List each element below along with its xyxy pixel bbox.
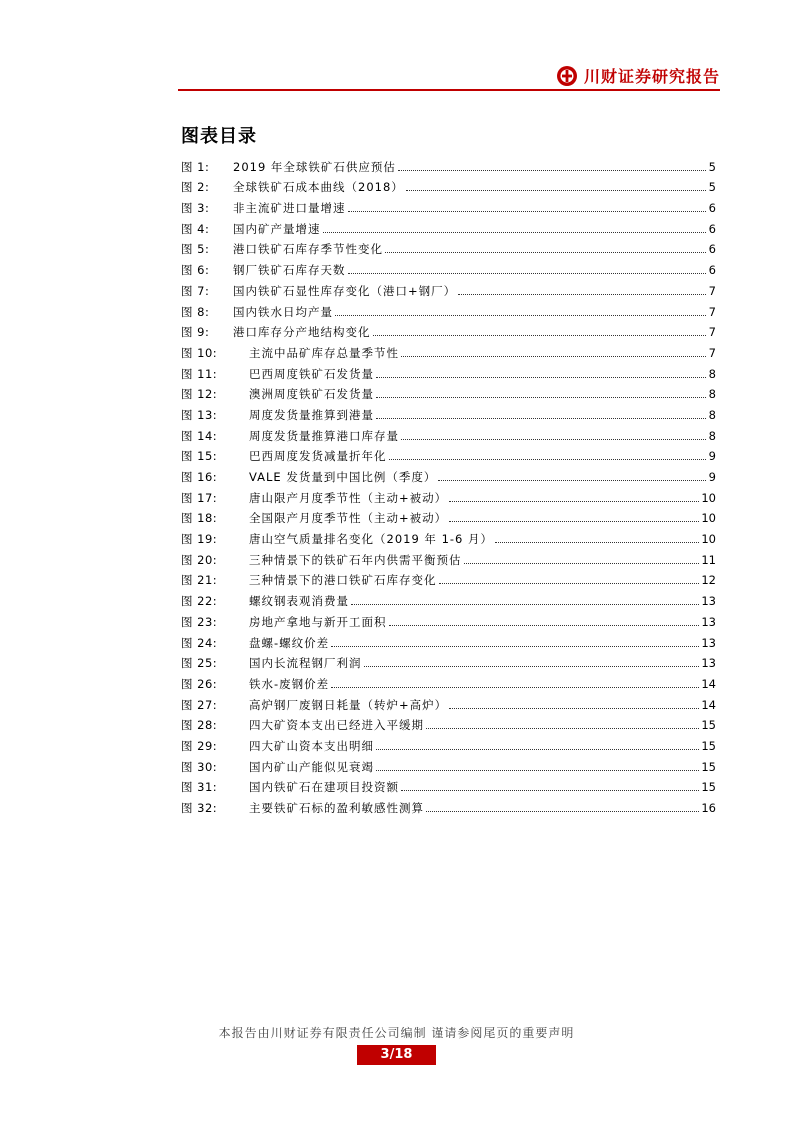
report-header [178, 62, 720, 88]
toc-figure-number: 图 16: [181, 470, 218, 484]
toc-page-number[interactable]: 15 [701, 759, 716, 774]
toc-dot-leader [449, 708, 699, 709]
toc-figure-number: 图 9: [181, 325, 210, 340]
toc-dot-leader [376, 397, 706, 398]
toc-page-number[interactable]: 8 [708, 387, 716, 402]
toc-figure-number: 图 30: [181, 759, 218, 774]
toc-dot-leader [426, 811, 699, 812]
toc-entry[interactable] [181, 443, 716, 464]
toc-dot-leader [348, 211, 707, 212]
toc-entry[interactable] [181, 319, 716, 340]
toc-figure-title[interactable]: 非主流矿进口量增速 [233, 201, 346, 216]
toc-figure-number: 图 6: [181, 263, 210, 278]
toc-figure-number: 图 21: [181, 573, 218, 588]
toc-entry[interactable] [181, 484, 716, 505]
toc-entry[interactable] [181, 401, 716, 422]
toc-figure-title[interactable]: 巴西周度发货减量折年化 [249, 449, 387, 464]
toc-page-number[interactable]: 5 [708, 180, 716, 195]
toc-entry[interactable] [181, 422, 716, 443]
toc-dot-leader [401, 439, 706, 440]
toc-page-number[interactable]: 7 [708, 283, 716, 298]
toc-figure-number: 图 18: [181, 511, 218, 526]
toc-figure-number: 图 5: [181, 242, 210, 257]
toc-figure-number: 图 24: [181, 635, 218, 650]
toc-figure-number: 图 29: [181, 738, 218, 753]
toc-figure-title[interactable]: 全国限产月度季节性（主动+被动） [249, 511, 448, 526]
toc-page-number[interactable]: 15 [701, 780, 716, 795]
toc-figure-number: 图 7: [181, 283, 210, 298]
toc-dot-leader [376, 418, 706, 419]
toc-figure-title[interactable]: 周度发货量推算港口库存量 [249, 428, 399, 443]
toc-figure-title[interactable]: 国内铁水日均产量 [233, 304, 333, 319]
toc-figure-title[interactable]: 四大矿山资本支出明细 [249, 738, 374, 753]
toc-page-number[interactable]: 13 [701, 635, 716, 650]
toc-page-number[interactable]: 10 [701, 490, 716, 505]
toc-page-number[interactable]: 10 [701, 511, 716, 526]
toc-entry[interactable] [181, 546, 716, 567]
toc-figure-number: 图 19: [181, 532, 218, 547]
toc-page-number[interactable]: 16 [701, 801, 716, 815]
toc-figure-title[interactable]: 周度发货量推算到港量 [249, 407, 374, 422]
toc-dot-leader [331, 687, 699, 688]
brand-block [556, 64, 720, 87]
toc-figure-title[interactable]: 螺纹钢表观消费量 [249, 594, 349, 609]
toc-entry[interactable] [181, 463, 716, 484]
toc-page-number[interactable]: 13 [701, 614, 716, 629]
toc-figure-title[interactable]: 高炉钢厂废钢日耗量（转炉+高炉） [249, 697, 448, 712]
toc-dot-leader [351, 604, 699, 605]
page-number-badge: 3/18 [357, 1045, 436, 1065]
toc-figure-number: 图 2: [181, 180, 210, 195]
toc-figure-number: 图 28: [181, 718, 218, 733]
toc-entry[interactable] [181, 629, 716, 650]
toc-dot-leader [389, 459, 707, 460]
toc-page-number[interactable]: 5 [708, 159, 716, 174]
toc-figure-number: 图 8: [181, 304, 210, 319]
toc-entry[interactable] [181, 525, 716, 546]
toc-page-number[interactable]: 6 [708, 242, 716, 257]
toc-entry[interactable] [181, 236, 716, 257]
toc-figure-title[interactable]: 港口铁矿石库存季节性变化 [233, 242, 383, 257]
toc-figure-title[interactable]: 国内矿产量增速 [233, 221, 321, 236]
toc-dot-leader [335, 315, 706, 316]
toc-dot-leader [373, 335, 707, 336]
toc-page-number[interactable]: 11 [701, 552, 716, 567]
company-logo-icon [556, 65, 578, 87]
toc-dot-leader [464, 563, 700, 564]
toc-page-number[interactable]: 13 [701, 656, 716, 671]
toc-entry[interactable] [181, 381, 716, 402]
toc-dot-leader [385, 252, 706, 253]
toc-figure-number: 图 12: [181, 387, 218, 402]
toc-page-number[interactable]: 14 [701, 697, 716, 712]
toc-figure-title[interactable]: 主要铁矿石标的盈利敏感性测算 [249, 801, 424, 815]
toc-entry[interactable] [181, 360, 716, 381]
toc-dot-leader [348, 273, 707, 274]
toc-entry[interactable] [181, 712, 716, 733]
toc-figure-title[interactable]: 国内铁矿石显性库存变化（港口+钢厂） [233, 283, 457, 298]
toc-figure-number: 图 20: [181, 552, 218, 567]
toc-entry[interactable] [181, 215, 716, 236]
toc-dot-leader [376, 749, 699, 750]
toc-figure-title[interactable]: 盘螺-螺纹价差 [249, 635, 330, 650]
toc-figure-title[interactable]: 房地产拿地与新开工面积 [249, 614, 387, 629]
toc-entry[interactable] [181, 650, 716, 671]
toc-figure-number: 图 23: [181, 614, 218, 629]
toc-entry[interactable] [181, 505, 716, 526]
toc-entry[interactable] [181, 732, 716, 753]
toc-page-number[interactable]: 7 [708, 345, 716, 360]
toc-page-number[interactable]: 10 [701, 532, 716, 547]
toc-entry[interactable] [181, 670, 716, 691]
toc-entry[interactable] [181, 774, 716, 795]
toc-dot-leader [376, 770, 699, 771]
toc-figure-number: 图 13: [181, 407, 218, 422]
toc-figure-title[interactable]: 港口库存分产地结构变化 [233, 325, 371, 340]
toc-figure-number: 图 26: [181, 676, 218, 691]
toc-figure-title[interactable]: 国内长流程钢厂利润 [249, 656, 362, 671]
toc-page-number[interactable]: 7 [708, 325, 716, 340]
toc-figure-title[interactable]: 钢厂铁矿石库存天数 [233, 263, 346, 278]
toc-figure-title[interactable]: 唐山空气质量排名变化（2019 年 1-6 月） [249, 532, 494, 547]
toc-figure-number: 图 32: [181, 801, 218, 815]
toc-figure-number: 图 31: [181, 780, 218, 795]
toc-dot-leader [495, 542, 699, 543]
toc-figure-title[interactable]: 四大矿资本支出已经进入平缓期 [249, 718, 424, 733]
toc-figure-number: 图 10: [181, 345, 218, 360]
toc-page-number[interactable]: 14 [701, 676, 716, 691]
toc-entry[interactable] [181, 339, 716, 360]
footer-disclaimer: 本报告由川财证券有限责任公司编制 谨请参阅尾页的重要声明 [218, 1026, 575, 1040]
toc-figure-title[interactable]: 全球铁矿石成本曲线（2018） [233, 180, 404, 195]
toc-entry[interactable] [181, 256, 716, 277]
toc-entry[interactable] [181, 298, 716, 319]
toc-page-number[interactable]: 9 [708, 449, 716, 464]
toc-figure-number: 图 27: [181, 697, 218, 712]
figure-table-of-contents [181, 153, 716, 815]
page-title: 图表目录 [181, 126, 257, 147]
toc-figure-title[interactable]: 2019 年全球铁矿石供应预估 [233, 159, 396, 174]
toc-page-number[interactable]: 8 [708, 366, 716, 381]
toc-page-number[interactable]: 9 [708, 470, 716, 484]
toc-dot-leader [458, 294, 706, 295]
toc-page-number[interactable]: 8 [708, 407, 716, 422]
toc-dot-leader [449, 501, 699, 502]
toc-figure-number: 图 11: [181, 366, 218, 381]
toc-entry[interactable] [181, 587, 716, 608]
toc-figure-title[interactable]: 国内矿山产能似见衰竭 [249, 759, 374, 774]
toc-page-number[interactable]: 6 [708, 263, 716, 278]
header-divider [178, 89, 720, 91]
toc-entry[interactable] [181, 753, 716, 774]
toc-figure-title[interactable]: 三种情景下的港口铁矿石库存变化 [249, 573, 437, 588]
toc-figure-number: 图 3: [181, 201, 210, 216]
toc-dot-leader [401, 356, 706, 357]
toc-page-number[interactable]: 7 [708, 304, 716, 319]
toc-dot-leader [364, 666, 700, 667]
toc-page-number[interactable]: 6 [708, 221, 716, 236]
toc-figure-number: 图 17: [181, 490, 218, 505]
toc-dot-leader [401, 790, 699, 791]
toc-figure-title[interactable]: 唐山限产月度季节性（主动+被动） [249, 490, 448, 505]
toc-entry[interactable] [181, 277, 716, 298]
toc-entry[interactable] [181, 691, 716, 712]
toc-figure-title[interactable]: 国内铁矿石在建项目投资额 [249, 780, 399, 795]
toc-page-number[interactable]: 13 [701, 594, 716, 609]
toc-entry[interactable] [181, 794, 716, 815]
toc-figure-number: 图 4: [181, 221, 210, 236]
toc-dot-leader [323, 232, 707, 233]
toc-dot-leader [398, 170, 706, 171]
toc-figure-title[interactable]: 澳洲周度铁矿石发货量 [249, 387, 374, 402]
toc-dot-leader [376, 377, 706, 378]
toc-page-number[interactable]: 12 [701, 573, 716, 588]
toc-figure-title[interactable]: 主流中品矿库存总量季节性 [249, 345, 399, 360]
toc-dot-leader [449, 521, 699, 522]
toc-entry[interactable] [181, 194, 716, 215]
toc-page-number[interactable]: 8 [708, 428, 716, 443]
toc-figure-number: 图 15: [181, 449, 218, 464]
toc-entry[interactable] [181, 567, 716, 588]
toc-page-number[interactable]: 6 [708, 201, 716, 216]
toc-entry[interactable] [181, 608, 716, 629]
toc-figure-title[interactable]: 三种情景下的铁矿石年内供需平衡预估 [249, 552, 462, 567]
toc-figure-number: 图 14: [181, 428, 218, 443]
toc-dot-leader [406, 190, 706, 191]
toc-figure-number: 图 1: [181, 159, 210, 174]
toc-page-number[interactable]: 15 [701, 738, 716, 753]
toc-figure-title[interactable]: 巴西周度铁矿石发货量 [249, 366, 374, 381]
toc-figure-number: 图 25: [181, 656, 218, 671]
toc-dot-leader [426, 728, 699, 729]
toc-figure-number: 图 22: [181, 594, 218, 609]
toc-dot-leader [389, 625, 700, 626]
toc-figure-title[interactable]: VALE 发货量到中国比例（季度） [249, 470, 437, 484]
toc-figure-title[interactable]: 铁水-废钢价差 [249, 676, 330, 691]
toc-dot-leader [439, 583, 700, 584]
toc-dot-leader [438, 480, 706, 481]
toc-entry[interactable] [181, 174, 716, 195]
toc-entry[interactable] [181, 153, 716, 174]
toc-dot-leader [331, 646, 699, 647]
brand-name: 川财证券研究报告 [583, 67, 720, 86]
toc-page-number[interactable]: 15 [701, 718, 716, 733]
